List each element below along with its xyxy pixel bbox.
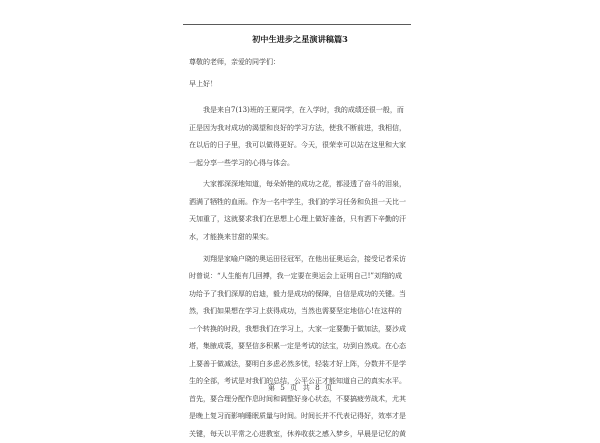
paragraph-1-line-3: 在以后的日子里，我可以做得更好。今天，很荣幸可以站在这里和大家 bbox=[189, 141, 406, 150]
page-number: 第 5 页 共 8 页 bbox=[267, 383, 333, 392]
paragraph-1-line-4: 一起分享一些学习的心得与体会。 bbox=[189, 158, 294, 167]
document-title: 初中生进步之星演讲稿篇3 bbox=[252, 34, 348, 44]
paragraph-3-line-4: 然，我们如果想在学习上获得成功，当然也需要坚定地信心!在这样的 bbox=[189, 307, 402, 316]
paragraph-3-line-6: 塔，集腋成裘，要坚信多积累一定是考试的法宝，功到自然成。在心态 bbox=[189, 342, 406, 351]
paragraph-3-line-7: 上要善于做减法，要明白多虑必然多忧，轻装才好上阵，分数并不是学 bbox=[189, 359, 406, 368]
paragraph-3-line-1: 刘翔是家喻户晓的奥运田径冠军，在他出征奥运会，接受记者采访 bbox=[203, 254, 406, 263]
paragraph-2-line-4: 水，才能换来甘甜的果实。 bbox=[189, 232, 273, 241]
header-rule bbox=[183, 24, 411, 25]
paragraph-2-line-3: 天加重了，这就要求我们在思想上心理上做好准备，只有洒下辛勤的汗 bbox=[189, 215, 406, 224]
paragraph-3-line-8: 生的全部，考试是对我们的总结，公平公正才能知道自己的真实水平。 bbox=[189, 377, 406, 386]
paragraph-1-line-1: 我是来自7(13)班的王夏同学，在入学时，我的成绩还很一般，而 bbox=[203, 106, 404, 115]
paragraph-3-line-11: 关键，每天以平常之心进教室，休养收获之感入梦乡，早晨是记忆的黄 bbox=[189, 429, 406, 438]
paragraph-3-line-5: 一个转换的时段，我想我们在学习上，大家一定要勤于做加法，要沙成 bbox=[189, 324, 406, 333]
paragraph-2-line-1: 大家都深深地知道，每朵娇艳的成功之花，都浸透了奋斗的泪泉， bbox=[203, 180, 406, 189]
paragraph-1-line-2: 正是因为我对成功的渴望和良好的学习方法，使我不断前进，我相信， bbox=[189, 123, 406, 132]
greeting-line: 早上好！ bbox=[189, 79, 217, 88]
paragraph-2-line-2: 洒满了牺牲的血雨。作为一名中学生，我们的学习任务和负担一天比一 bbox=[189, 197, 406, 206]
paragraph-3-line-9: 首先，要合理分配作息时间和调整好身心状态，不要搞疲劳战术，尤其 bbox=[189, 394, 406, 403]
salutation-line: 尊敬的老师，亲爱的同学们： bbox=[189, 58, 280, 66]
paragraph-3-line-3: 功给予了我们深厚的启迪，毅力是成功的保障，自信是成功的关键。当 bbox=[189, 289, 406, 298]
paragraph-3-line-2: 时曾说：“人生能有几回搏，我一定要在奥运会上证明自己!”刘翔的成 bbox=[189, 272, 402, 281]
paragraph-3-line-10: 是晚上复习而影响睡眠质量与时间。时间长并不代表记得好，效率才是 bbox=[189, 412, 406, 421]
